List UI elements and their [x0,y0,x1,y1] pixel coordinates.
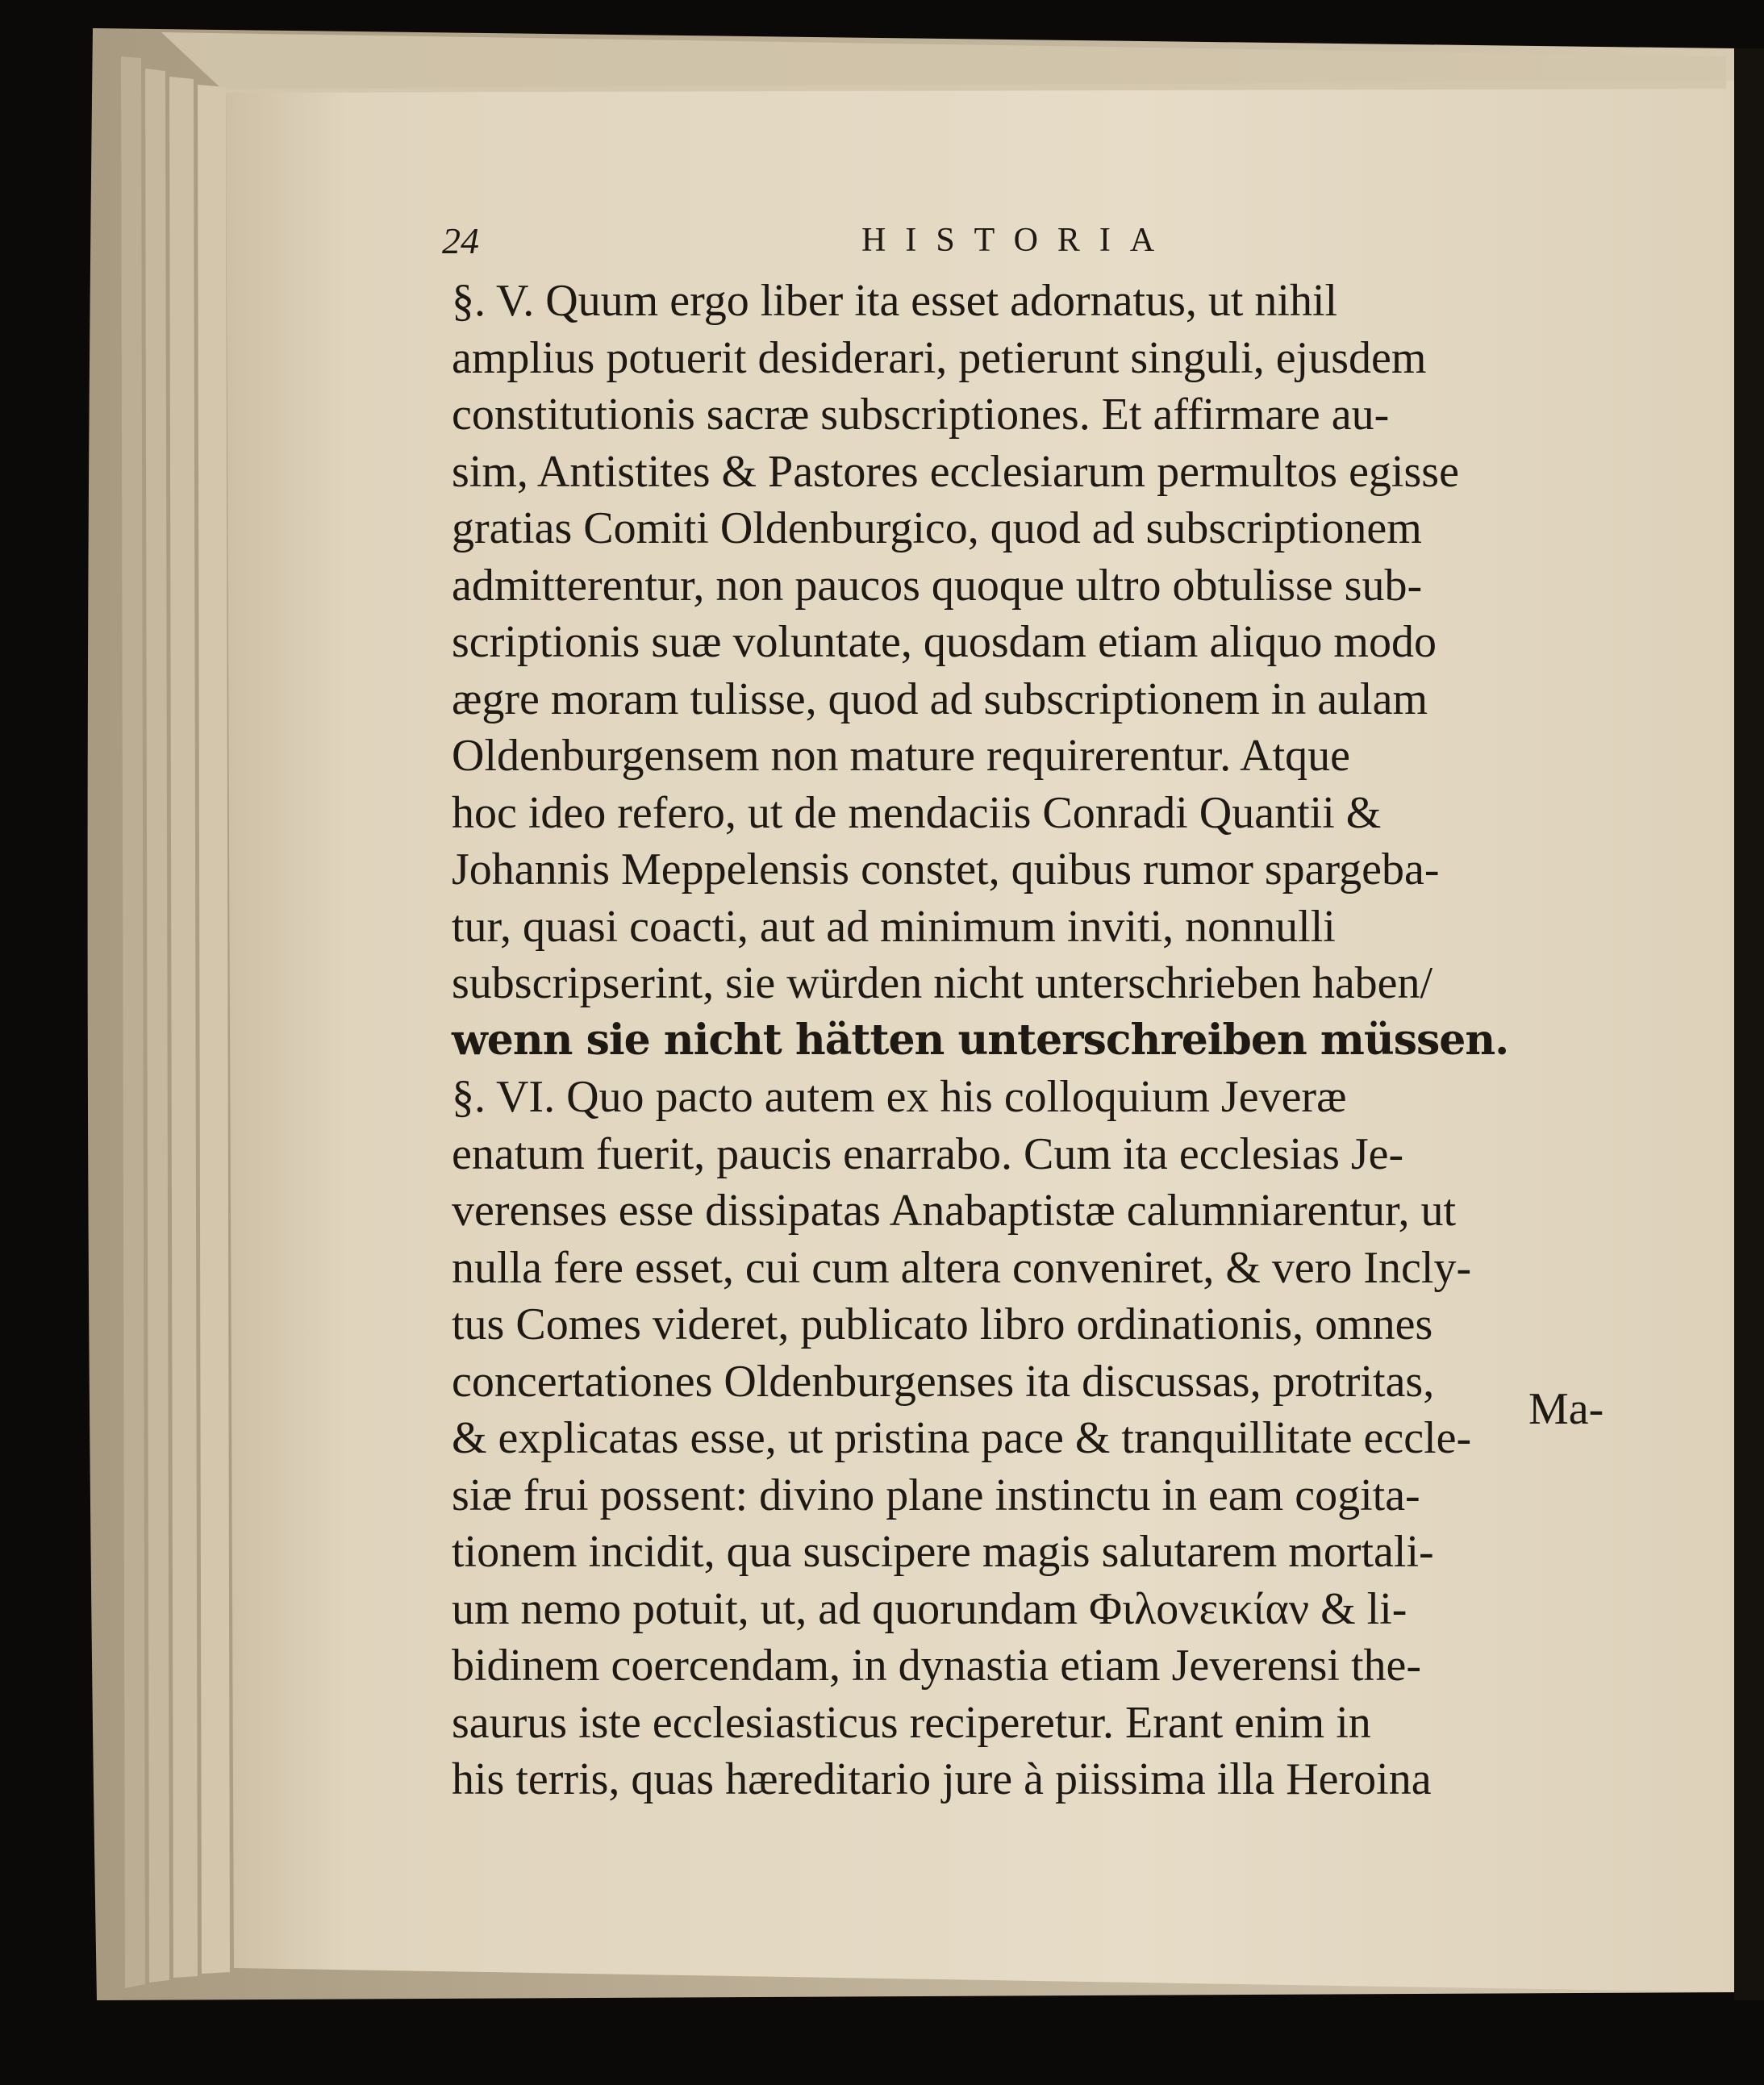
page-number: 24 [442,220,479,261]
text-line: scriptionis suæ voluntate, quosdam etiam aliquo modo [452,617,1437,667]
text-line: sim, Antistites & Pastores ecclesiarum permultos egisse [452,446,1459,497]
text-line: Johannis Meppelensis constet, quibus rumor spargeba- [452,844,1440,894]
text-line-fraktur: wenn sie nicht hätten unterschreiben müssen. [452,1015,1509,1065]
text-line: verenses esse dissipatas Anabaptistæ calumniarentur, ut [452,1186,1457,1236]
text-line: subscripserint, sie würden nicht unterschrieben haben/ [452,958,1433,1008]
text-line: §. VI. Quo pacto autem ex his colloquium Jeveræ [452,1072,1347,1122]
text-line: hoc ideo refero, ut de mendaciis Conradi Quantii & [452,787,1382,838]
text-line: saurus iste ecclesiasticus reciperetur. Erant enim in [452,1697,1371,1748]
page-header [442,219,1612,268]
text-line: nulla fere esset, cui cum altera conveniret, & vero Incly- [452,1242,1472,1293]
text-line: Oldenburgensem non mature requirerentur. Atque [452,731,1350,781]
text-line: enatum fuerit, paucis enarrabo. Cum ita ecclesias Je- [452,1128,1404,1179]
body-text [452,273,1625,1808]
text-line: & explicatas esse, ut pristina pace & tranquillitate eccle- [452,1413,1472,1463]
text-line: siæ frui possent: divino plane instinctu in eam cogita- [452,1470,1420,1520]
text-line: his terris, quas hæreditario jure à piissima illa Heroina [452,1754,1432,1804]
text-line: concertationes Oldenburgenses ita discussas, protritas, [452,1356,1435,1407]
running-head: HISTORIA [861,222,1174,259]
text-line: gratias Comiti Oldenburgico, quod ad subscriptionem [452,503,1422,553]
text-line: constitutionis sacræ subscriptiones. Et affirmare au- [452,390,1390,440]
text-line: amplius potuerit desiderari, petierunt singuli, ejusdem [452,332,1427,383]
text-line: admitterentur, non paucos quoque ultro obtulisse sub- [452,560,1423,611]
text-line: §. V. Quum ergo liber ita esset adornatus, ut nihil [452,276,1338,326]
text-line: bidinem coercendam, in dynastia etiam Jeverensi the- [452,1641,1422,1691]
text-line: tus Comes videret, publicato libro ordinationis, omnes [452,1299,1433,1349]
text-line: tionem incidit, qua suscipere magis salutarem mortali- [452,1527,1434,1577]
catchword: Ma- [1528,1384,1604,1434]
text-line: tur, quasi coacti, aut ad minimum inviti, nonnulli [452,901,1336,952]
text-line: um nemo potuit, ut, ad quorundam Φιλονεικίαν & li- [452,1583,1407,1634]
text-line: ægre moram tulisse, quod ad subscriptionem in aulam [452,673,1428,724]
